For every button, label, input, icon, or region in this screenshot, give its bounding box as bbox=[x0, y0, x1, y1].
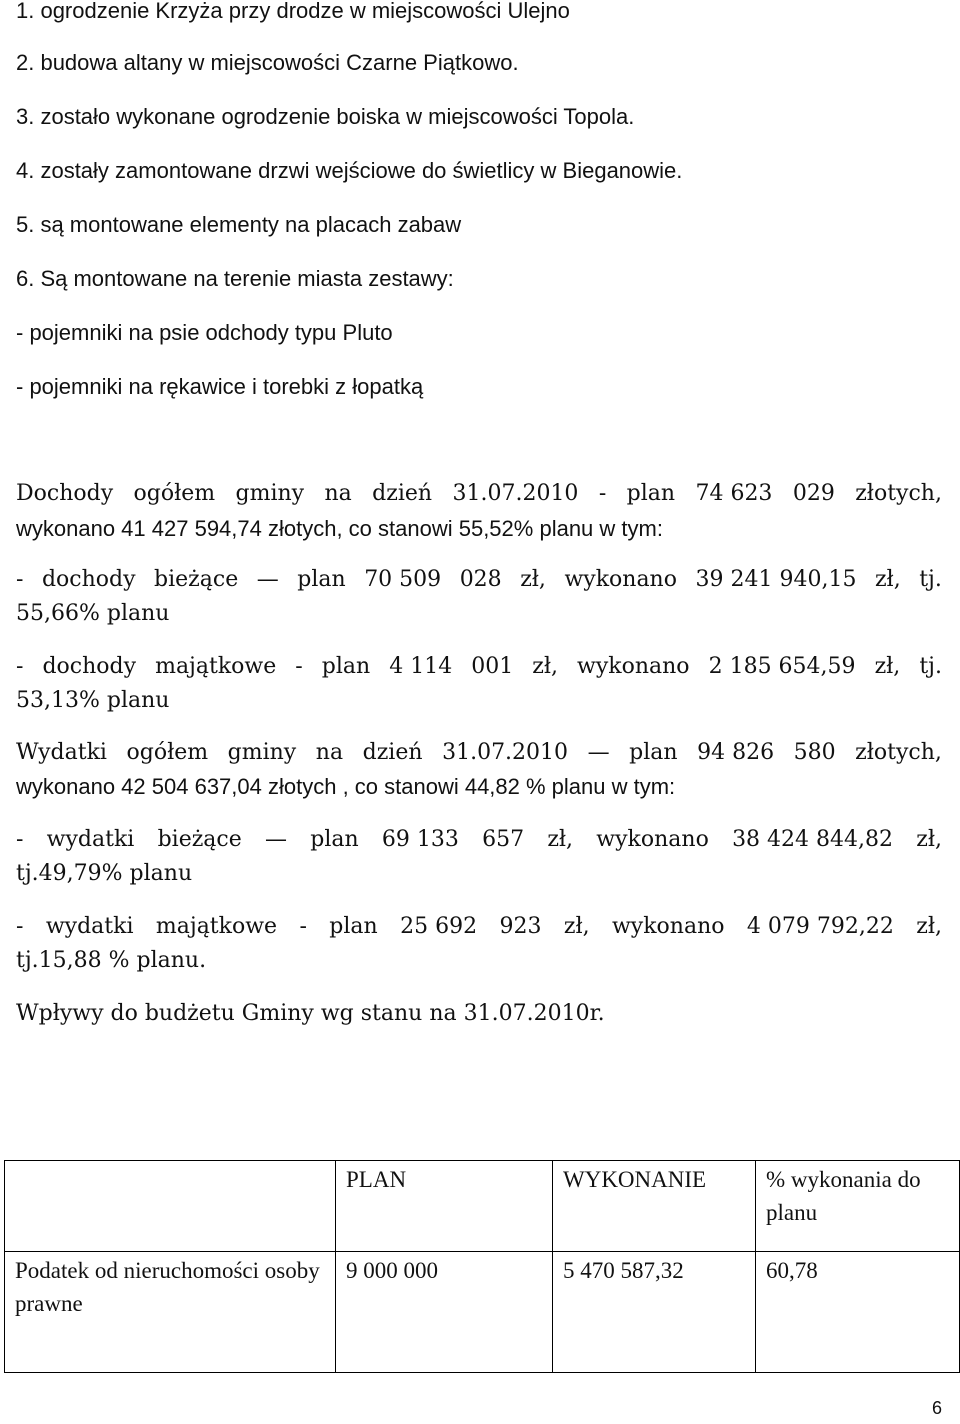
word: 31.07.2010 bbox=[452, 481, 579, 506]
word: - bbox=[16, 914, 24, 939]
word: wykonano bbox=[596, 827, 709, 852]
income-current-line bbox=[16, 567, 942, 592]
word: Wydatki bbox=[16, 740, 107, 765]
table-header-row bbox=[5, 1161, 960, 1252]
word: plan bbox=[310, 827, 359, 852]
income-total-line bbox=[16, 481, 942, 506]
table-cell: 5 470 587,32 bbox=[553, 1252, 756, 1373]
income-capital-line-2: 53,13% planu bbox=[16, 688, 170, 713]
word: plan bbox=[626, 481, 676, 506]
word: 74 623 bbox=[695, 481, 773, 506]
word: wykonano bbox=[577, 654, 690, 679]
word: zł, bbox=[547, 827, 574, 852]
revenue-table bbox=[4, 1160, 960, 1373]
word: ogółem bbox=[133, 481, 216, 506]
word: - bbox=[299, 914, 307, 939]
word: tj. bbox=[919, 654, 942, 679]
word: 31.07.2010 bbox=[442, 740, 569, 765]
word: wykonano bbox=[564, 567, 677, 592]
expenses-capital-line-2: tj.15,88 % planu. bbox=[16, 948, 207, 973]
income-capital-line bbox=[16, 654, 942, 679]
word: złotych, bbox=[855, 481, 942, 506]
word: — bbox=[265, 827, 287, 852]
word: zł, bbox=[563, 914, 590, 939]
list-item-2: 2. budowa altany w miejscowości Czarne Piątkowo. bbox=[16, 50, 519, 75]
word: na bbox=[315, 740, 344, 765]
page-number: 6 bbox=[931, 1398, 942, 1418]
word: plan bbox=[329, 914, 378, 939]
expenses-total-line-2: wykonano 42 504 637,04 złotych , co stanowi 44,82 % planu w tym: bbox=[16, 774, 676, 799]
word: dzień bbox=[362, 740, 423, 765]
word: zł, bbox=[532, 654, 558, 679]
word: 70 509 bbox=[364, 567, 442, 592]
word: tj. bbox=[919, 567, 942, 592]
word: zł, bbox=[916, 827, 942, 852]
word: gminy bbox=[235, 481, 305, 506]
word: plan bbox=[297, 567, 346, 592]
list-item-6: 6. Są montowane na terenie miasta zestawy: bbox=[16, 266, 454, 291]
table-cell: 9 000 000 bbox=[336, 1252, 553, 1373]
table-header-cell: % wykonania do planu bbox=[756, 1161, 960, 1252]
word: Dochody bbox=[16, 481, 114, 506]
word: majątkowe bbox=[155, 914, 278, 939]
expenses-current-line-2: tj.49,79% planu bbox=[16, 861, 193, 886]
list-item-5: 5. są montowane elementy na placach zabaw bbox=[16, 212, 462, 237]
table-cell: Podatek od nieruchomości osoby prawne bbox=[5, 1252, 336, 1373]
word: dochody bbox=[41, 567, 136, 592]
income-current-line-2: 55,66% planu bbox=[16, 601, 170, 626]
word: 4 114 bbox=[389, 654, 453, 679]
word: 38 424 844,82 bbox=[732, 827, 894, 852]
list-item-3: 3. zostało wykonane ogrodzenie boiska w miejscowości Topola. bbox=[16, 104, 635, 129]
table-cell: 60,78 bbox=[756, 1252, 960, 1373]
word: wykonano bbox=[611, 914, 725, 939]
word: złotych, bbox=[855, 740, 942, 765]
table-header-cell: WYKONANIE bbox=[553, 1161, 756, 1252]
word: 69 133 bbox=[381, 827, 459, 852]
table-row bbox=[5, 1252, 960, 1373]
table-header-cell: PLAN bbox=[336, 1161, 553, 1252]
word: - bbox=[16, 654, 24, 679]
word: 029 bbox=[792, 481, 835, 506]
word: - bbox=[16, 567, 24, 592]
word: - bbox=[16, 827, 24, 852]
word: zł, bbox=[874, 567, 901, 592]
word: bieżące bbox=[157, 827, 242, 852]
list-item-4: 4. zostały zamontowane drzwi wejściowe do świetlicy w Bieganowie. bbox=[16, 158, 683, 183]
word: 25 692 bbox=[400, 914, 478, 939]
list-subitem-pluto: - pojemniki na psie odchody typu Pluto bbox=[16, 320, 393, 345]
word: dochody bbox=[42, 654, 137, 679]
word: plan bbox=[629, 740, 678, 765]
expenses-total-line bbox=[16, 740, 942, 765]
list-subitem-gloves: - pojemniki na rękawice i torebki z łopatką bbox=[16, 374, 424, 399]
word: 94 826 bbox=[697, 740, 775, 765]
expenses-capital-line bbox=[16, 914, 942, 939]
word: 580 bbox=[793, 740, 836, 765]
word: - bbox=[598, 481, 607, 506]
word: plan bbox=[321, 654, 371, 679]
word: 001 bbox=[471, 654, 514, 679]
word: zł, bbox=[520, 567, 546, 592]
word: wydatki bbox=[45, 914, 134, 939]
word: bieżące bbox=[154, 567, 239, 592]
word: wydatki bbox=[46, 827, 135, 852]
word: 2 185 654,59 bbox=[708, 654, 856, 679]
word: 4 079 792,22 bbox=[746, 914, 894, 939]
word: ogółem bbox=[126, 740, 209, 765]
revenue-heading: Wpływy do budżetu Gminy wg stanu na 31.07.2010r. bbox=[16, 1001, 605, 1026]
word: majątkowe bbox=[155, 654, 277, 679]
word: gminy bbox=[227, 740, 297, 765]
list-item-1: 1. ogrodzenie Krzyża przy drodze w miejscowości Ulejno bbox=[16, 0, 570, 23]
word: 657 bbox=[482, 827, 525, 852]
word: na bbox=[324, 481, 352, 506]
word: — bbox=[256, 567, 279, 592]
word: — bbox=[587, 740, 610, 765]
table-header-cell bbox=[5, 1161, 336, 1252]
income-total-line-2: wykonano 41 427 594,74 złotych, co stanowi 55,52% planu w tym: bbox=[16, 516, 663, 541]
word: zł, bbox=[874, 654, 901, 679]
word: - bbox=[295, 654, 303, 679]
word: dzień bbox=[372, 481, 433, 506]
word: 39 241 940,15 bbox=[695, 567, 857, 592]
word: 028 bbox=[459, 567, 502, 592]
word: zł, bbox=[916, 914, 942, 939]
expenses-current-line bbox=[16, 827, 942, 852]
word: 923 bbox=[499, 914, 542, 939]
